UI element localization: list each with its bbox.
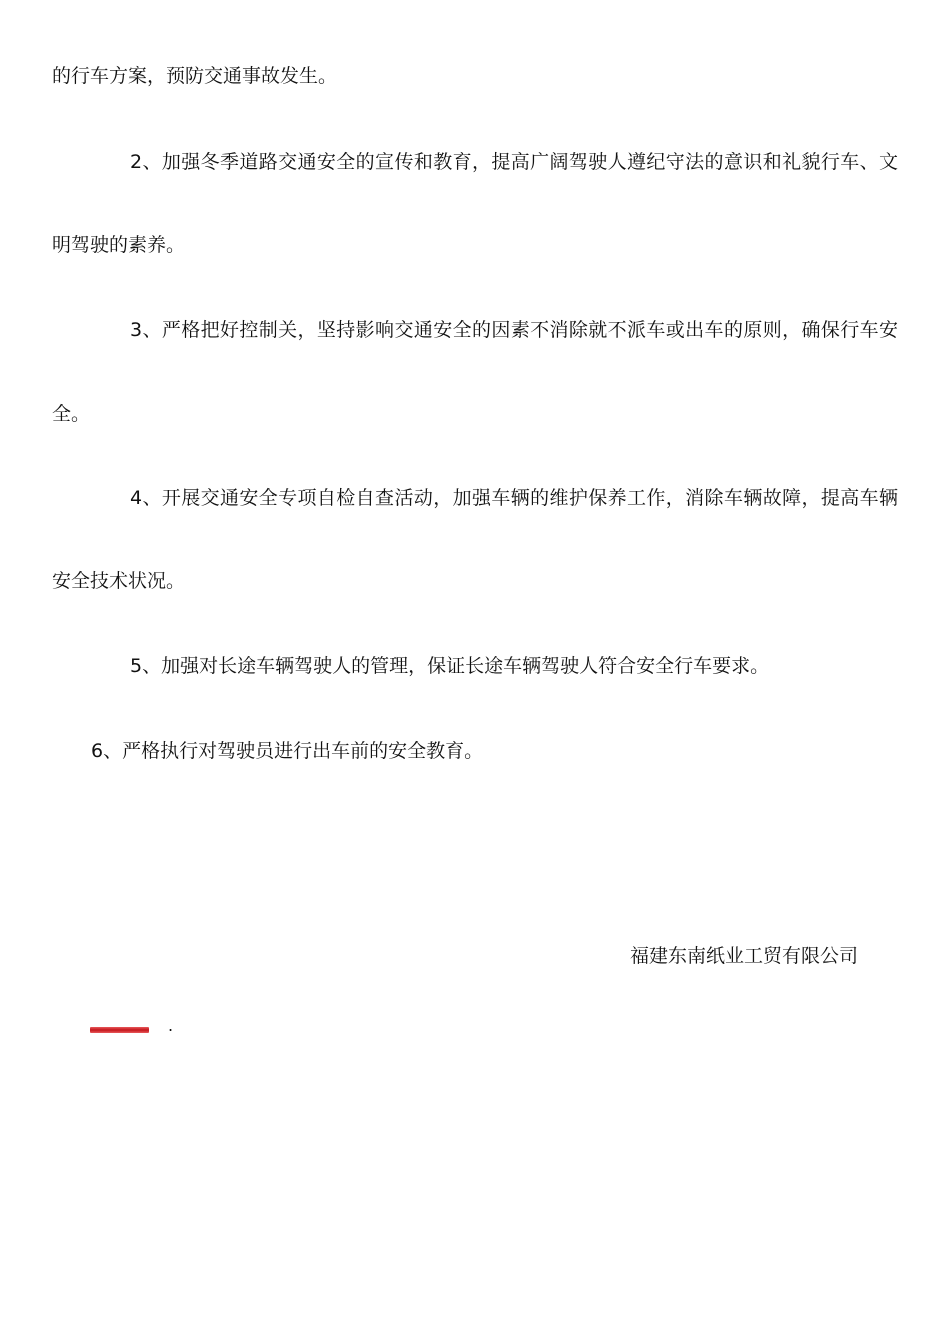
paragraph-3-line-1: 3、严格把好控制关，坚持影响交通安全的因素不消除就不派车或出车的原则，确保行车安 bbox=[130, 319, 898, 341]
paragraph-6: 6、严格执行对驾驶员进行出车前的安全教育。 bbox=[91, 740, 484, 762]
paragraph-2-line-1: 2、加强冬季道路交通安全的宣传和教育，提高广阔驾驶人遵纪守法的意识和礼貌行车、文 bbox=[130, 151, 898, 173]
company-signature: 福建东南纸业工贸有限公司 bbox=[630, 945, 859, 967]
paragraph-4-line-1: 4、开展交通安全专项自检自查活动，加强车辆的维护保养工作，消除车辆故障，提高车辆 bbox=[130, 487, 898, 509]
trailing-dot: . bbox=[168, 1016, 174, 1035]
paragraph-4-line-2: 安全技术状况。 bbox=[52, 570, 186, 592]
paragraph-2-line-2: 明驾驶的素养。 bbox=[52, 234, 186, 256]
red-stamp-mark bbox=[90, 1027, 149, 1033]
paragraph-1-continuation: 的行车方案，预防交通事故发生。 bbox=[52, 65, 338, 87]
paragraph-3-line-2: 全。 bbox=[52, 403, 91, 425]
paragraph-5: 5、加强对长途车辆驾驶人的管理，保证长途车辆驾驶人符合安全行车要求。 bbox=[130, 655, 770, 677]
